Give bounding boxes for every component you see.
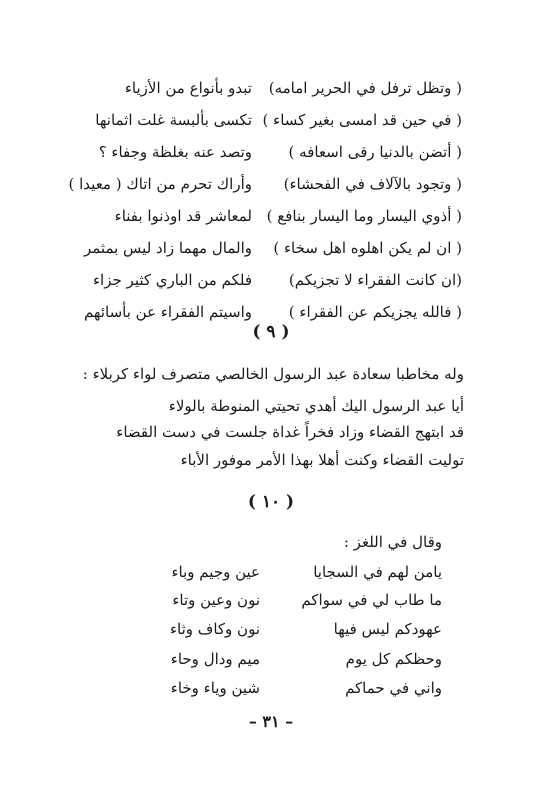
poem1-row8-second-hemistich: واسيتم الفقراء عن بأسائهم (83, 303, 252, 321)
section10-row4-first: وحظكم كل يوم (345, 650, 442, 668)
section10-intro: وقال في اللغز : (343, 533, 442, 551)
section10-row4-second: ميم ودال وحاء (170, 650, 260, 668)
poem1-row7-second-hemistich: فلكم من الباري كثير جزاء (93, 271, 252, 289)
section-10-number: ( ١٠ ) (247, 492, 295, 512)
section9-verse-1: أيا عبد الرسول اليك أهدي تحيتي المنوطة بالولاء (168, 397, 464, 415)
section10-row3-second: نون وكاف وثاء (169, 620, 260, 638)
poem1-row4-first-hemistich: ( وتجود بالآلاف في الفحشاء) (283, 175, 462, 193)
poem1-row3-first-hemistich: ( أتضن بالدنيا رقى اسعافه ) (288, 143, 462, 161)
section10-row2-first: ما طاب لي في سواكم (301, 591, 442, 609)
poem1-row6-second-hemistich: والمال مهما زاد ليس بمثمر (83, 239, 252, 257)
section10-row3-first: عهودكم ليس فيها (333, 620, 442, 638)
section10-row2-second: نون وعين وتاء (172, 591, 260, 609)
section-9-number: ( ٩ ) (252, 322, 290, 342)
page-number: – ٣١ – (248, 712, 294, 731)
poem1-row2-second-hemistich: تكسى بألبسة غلت اثمانها (95, 111, 252, 129)
poem1-row4-second-hemistich: وأراك تحرم من اتاك ( معيدا ) (68, 175, 252, 193)
poem1-row7-first-hemistich: (ان كانت الفقراء لا تجزيكم) (288, 271, 462, 289)
section10-row1-first: يامن لهم في السجايا (313, 563, 442, 581)
section10-row5-second: شين وياء وخاء (170, 679, 260, 697)
poem1-row2-first-hemistich: ( في حين قد امسى بغير كساء ) (262, 111, 462, 129)
poem1-row1-second-hemistich: تبدو بأنواع من الأزياء (124, 79, 252, 97)
poem1-row6-first-hemistich: ( ان لم يكن اهلوه اهل سخاء ) (273, 239, 462, 257)
section10-row1-second: عين وجيم وباء (171, 563, 260, 581)
section10-row5-first: واني في حماكم (345, 679, 442, 697)
section9-verse-3: توليت القضاء وكنت أهلا بهذا الأمر موفور الأباء (180, 451, 464, 469)
poem1-row5-first-hemistich: ( أذوي اليسار وما اليسار بنافع ) (266, 207, 462, 225)
section9-verse-2: قد ابتهج القضاء وزاد فخراً غداة جلست في دست القضاء (116, 423, 464, 441)
section9-intro: وله مخاطبا سعادة عبد الرسول الخالصي متصرف لواء كربلاء : (82, 365, 464, 383)
poem1-row8-first-hemistich: ( فالله يجزيكم عن الفقراء ) (288, 303, 462, 321)
poem1-row5-second-hemistich: لمعاشر قد اوذنوا بفناء (114, 207, 252, 225)
poem1-row1-first-hemistich: ( وتظل ترفل في الحرير امامه) (268, 79, 462, 97)
poem1-row3-second-hemistich: وتصد عنه بغلظة وجفاء ؟ (98, 143, 252, 161)
